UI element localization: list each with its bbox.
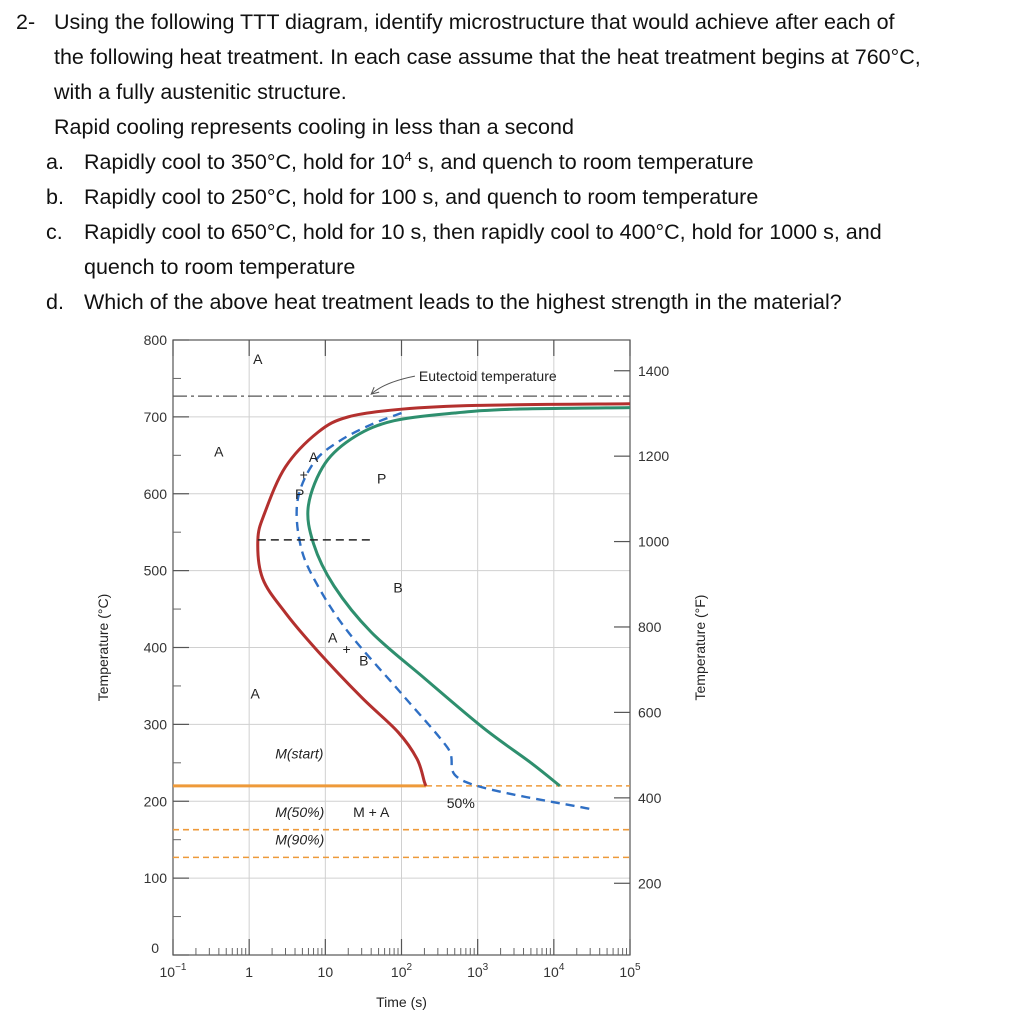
region-label: 50% — [446, 794, 475, 811]
y2-tick-label: 800 — [638, 618, 662, 635]
y2-tick-label: 600 — [638, 704, 662, 721]
y-tick-label: 600 — [143, 485, 167, 502]
y-tick-label: 400 — [143, 639, 167, 656]
region-label: A — [308, 448, 319, 465]
region-label: M(90%) — [275, 831, 325, 848]
y2-tick-label: 1000 — [638, 533, 670, 550]
item-a — [46, 148, 754, 175]
axis-ticks — [144, 332, 670, 980]
region-label: B — [393, 579, 403, 596]
region-label: + — [342, 641, 351, 658]
region-label: + — [299, 466, 308, 483]
y2-tick-label: 1400 — [638, 362, 670, 379]
item-b — [46, 185, 759, 210]
curve-transformation-finish — [308, 408, 630, 786]
x-tick-label: $10^3$ — [467, 962, 489, 980]
x-tick-label: 10 — [317, 964, 334, 980]
y-tick-label: 300 — [143, 716, 167, 733]
item-c — [46, 220, 882, 245]
item-letter: a. — [46, 150, 64, 174]
question-number: 2- — [16, 10, 36, 34]
y-axis-title: Temperature (°C) — [95, 593, 111, 702]
item-d — [46, 290, 842, 315]
region-label: M(50%) — [275, 804, 325, 821]
y2-tick-label: 400 — [638, 789, 662, 806]
eutectoid-leader — [371, 376, 415, 394]
y-tick-label: 500 — [143, 562, 167, 579]
y-tick-label: 700 — [143, 408, 167, 425]
x-tick-label: 1 — [245, 964, 254, 980]
item-text: Rapidly cool to 650°C, hold for 10 s, then rapidly cool to 400°C, hold for 1000 s, and — [84, 220, 882, 244]
y2-tick-label: 1200 — [638, 448, 670, 465]
item-letter: d. — [46, 290, 64, 314]
item-c-continued: quench to room temperature — [84, 255, 356, 279]
eutectoid-label: Eutectoid temperature — [418, 368, 557, 385]
curve-50-completion — [294, 413, 591, 809]
region-label: A — [214, 443, 224, 460]
y-tick-label: 200 — [143, 793, 167, 810]
x-tick-label: $10^5$ — [619, 962, 641, 980]
question-intro-line-3: with a fully austenitic structure. — [54, 80, 347, 104]
x-tick-label: $10^2$ — [390, 962, 413, 980]
item-letter: b. — [46, 185, 64, 209]
region-label: B — [359, 652, 369, 669]
y-tick-label: 0 — [151, 940, 159, 956]
item-text: Which of the above heat treatment leads to the highest strength in the material? — [84, 290, 842, 314]
x-tick-label: $10^4$ — [543, 962, 565, 980]
region-label: A — [253, 351, 263, 368]
item-text: Rapidly cool to 250°C, hold for 100 s, and quench to room temperature — [84, 185, 759, 209]
region-label: M(start) — [275, 745, 324, 762]
question-intro-line-2: the following heat treatment. In each case assume that the heat treatment begins at 760°C, — [54, 45, 921, 69]
y-tick-label: 100 — [143, 870, 167, 887]
region-label: P — [377, 470, 387, 487]
region-label: P — [294, 485, 305, 502]
ttt-diagram — [0, 318, 1024, 1024]
y-tick-label: 800 — [143, 332, 167, 348]
region-label: A — [250, 685, 260, 702]
x-axis-title: Time (s) — [376, 994, 427, 1010]
y2-axis-title: Temperature (°F) — [692, 594, 708, 701]
question-note: Rapid cooling represents cooling in less than a second — [54, 115, 574, 139]
x-tick-label: $10^{-1}$ — [159, 962, 187, 980]
intro-text-1: Using the following TTT diagram, identify microstructure that would achieve after each of — [54, 10, 895, 34]
grid — [173, 340, 630, 955]
region-label: M + A — [353, 804, 390, 821]
item-letter: c. — [46, 220, 63, 244]
question-intro-line-1 — [16, 10, 895, 35]
region-label: A — [328, 629, 338, 646]
y2-tick-label: 200 — [638, 875, 662, 892]
item-text: Rapidly cool to 350°C, hold for $10^4$ s, and quench to room temperature — [84, 148, 754, 174]
